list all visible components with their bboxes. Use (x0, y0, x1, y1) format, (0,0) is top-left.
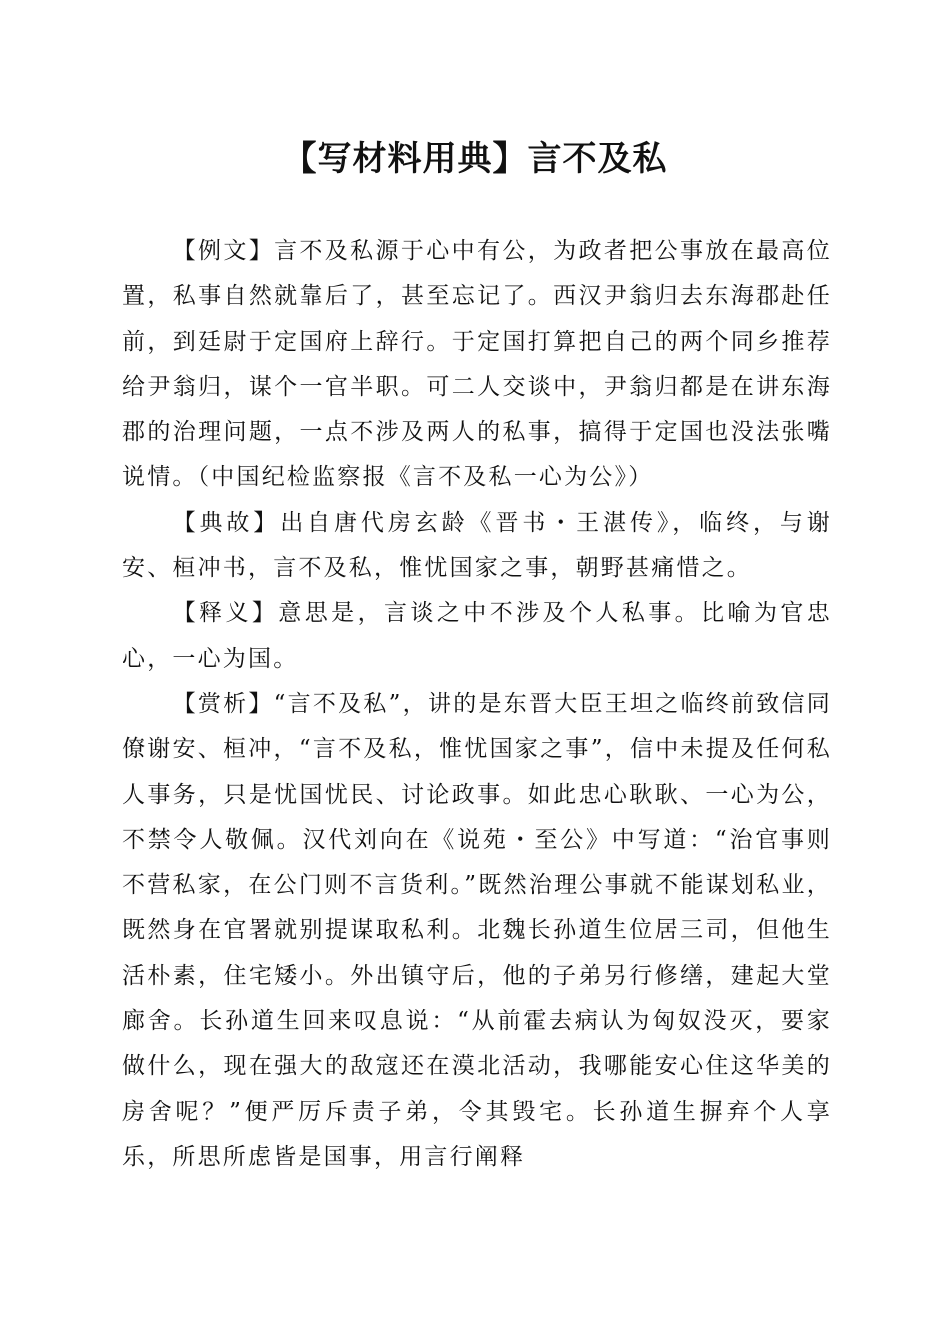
document-body (122, 229, 832, 1180)
document-title: 【写材料用典】言不及私 (282, 139, 668, 179)
paragraph-allusion: 【典故】出自唐代房玄龄《晋书・王湛传》，临终，与谢安、桓冲书，言不及私，惟忧国家之事，朝野甚痛惜之。 (122, 509, 832, 582)
paragraph-example: 【例文】言不及私源于心中有公，为政者把公事放在最高位置，私事自然就靠后了，甚至忘记了。西汉尹翁归去东海郡赴任前，到廷尉于定国府上辞行。于定国打算把自己的两个同乡推荐给尹翁归，谋个一官半职。可二人交谈中，尹翁归都是在讲东海郡的治理问题，一点不涉及两人的私事，搞得于定国也没法张嘴说情。（中国纪检监察报《言不及私一心为公》） (122, 238, 832, 491)
paragraph-appreciation: 【赏析】“言不及私”，讲的是东晋大臣王坦之临终前致信同僚谢安、桓冲，“言不及私，惟忧国家之事”，信中未提及任何私人事务，只是忧国忧民、讨论政事。如此忠心耿耿、一心为公，不禁令人敬佩。汉代刘向在《说苑・至公》中写道：“治官事则不营私家，在公门则不言货利。”既然治理公事就不能谋划私业，既然身在官署就别提谋取私利。北魏长孙道生位居三司，但他生活朴素，住宅矮小。外出镇守后，他的子弟另行修缮，建起大堂廊舍。长孙道生回来叹息说：“从前霍去病认为匈奴没灭，要家做什么，现在强大的敌寇还在漠北活动，我哪能安心住这华美的房舍呢？”便严厉斥责子弟，令其毁宅。长孙道生摒弃个人享乐，所思所虑皆是国事，用言行阐释 (122, 690, 832, 1170)
paragraph-meaning: 【释义】意思是，言谈之中不涉及个人私事。比喻为官忠心，一心为国。 (122, 600, 832, 672)
